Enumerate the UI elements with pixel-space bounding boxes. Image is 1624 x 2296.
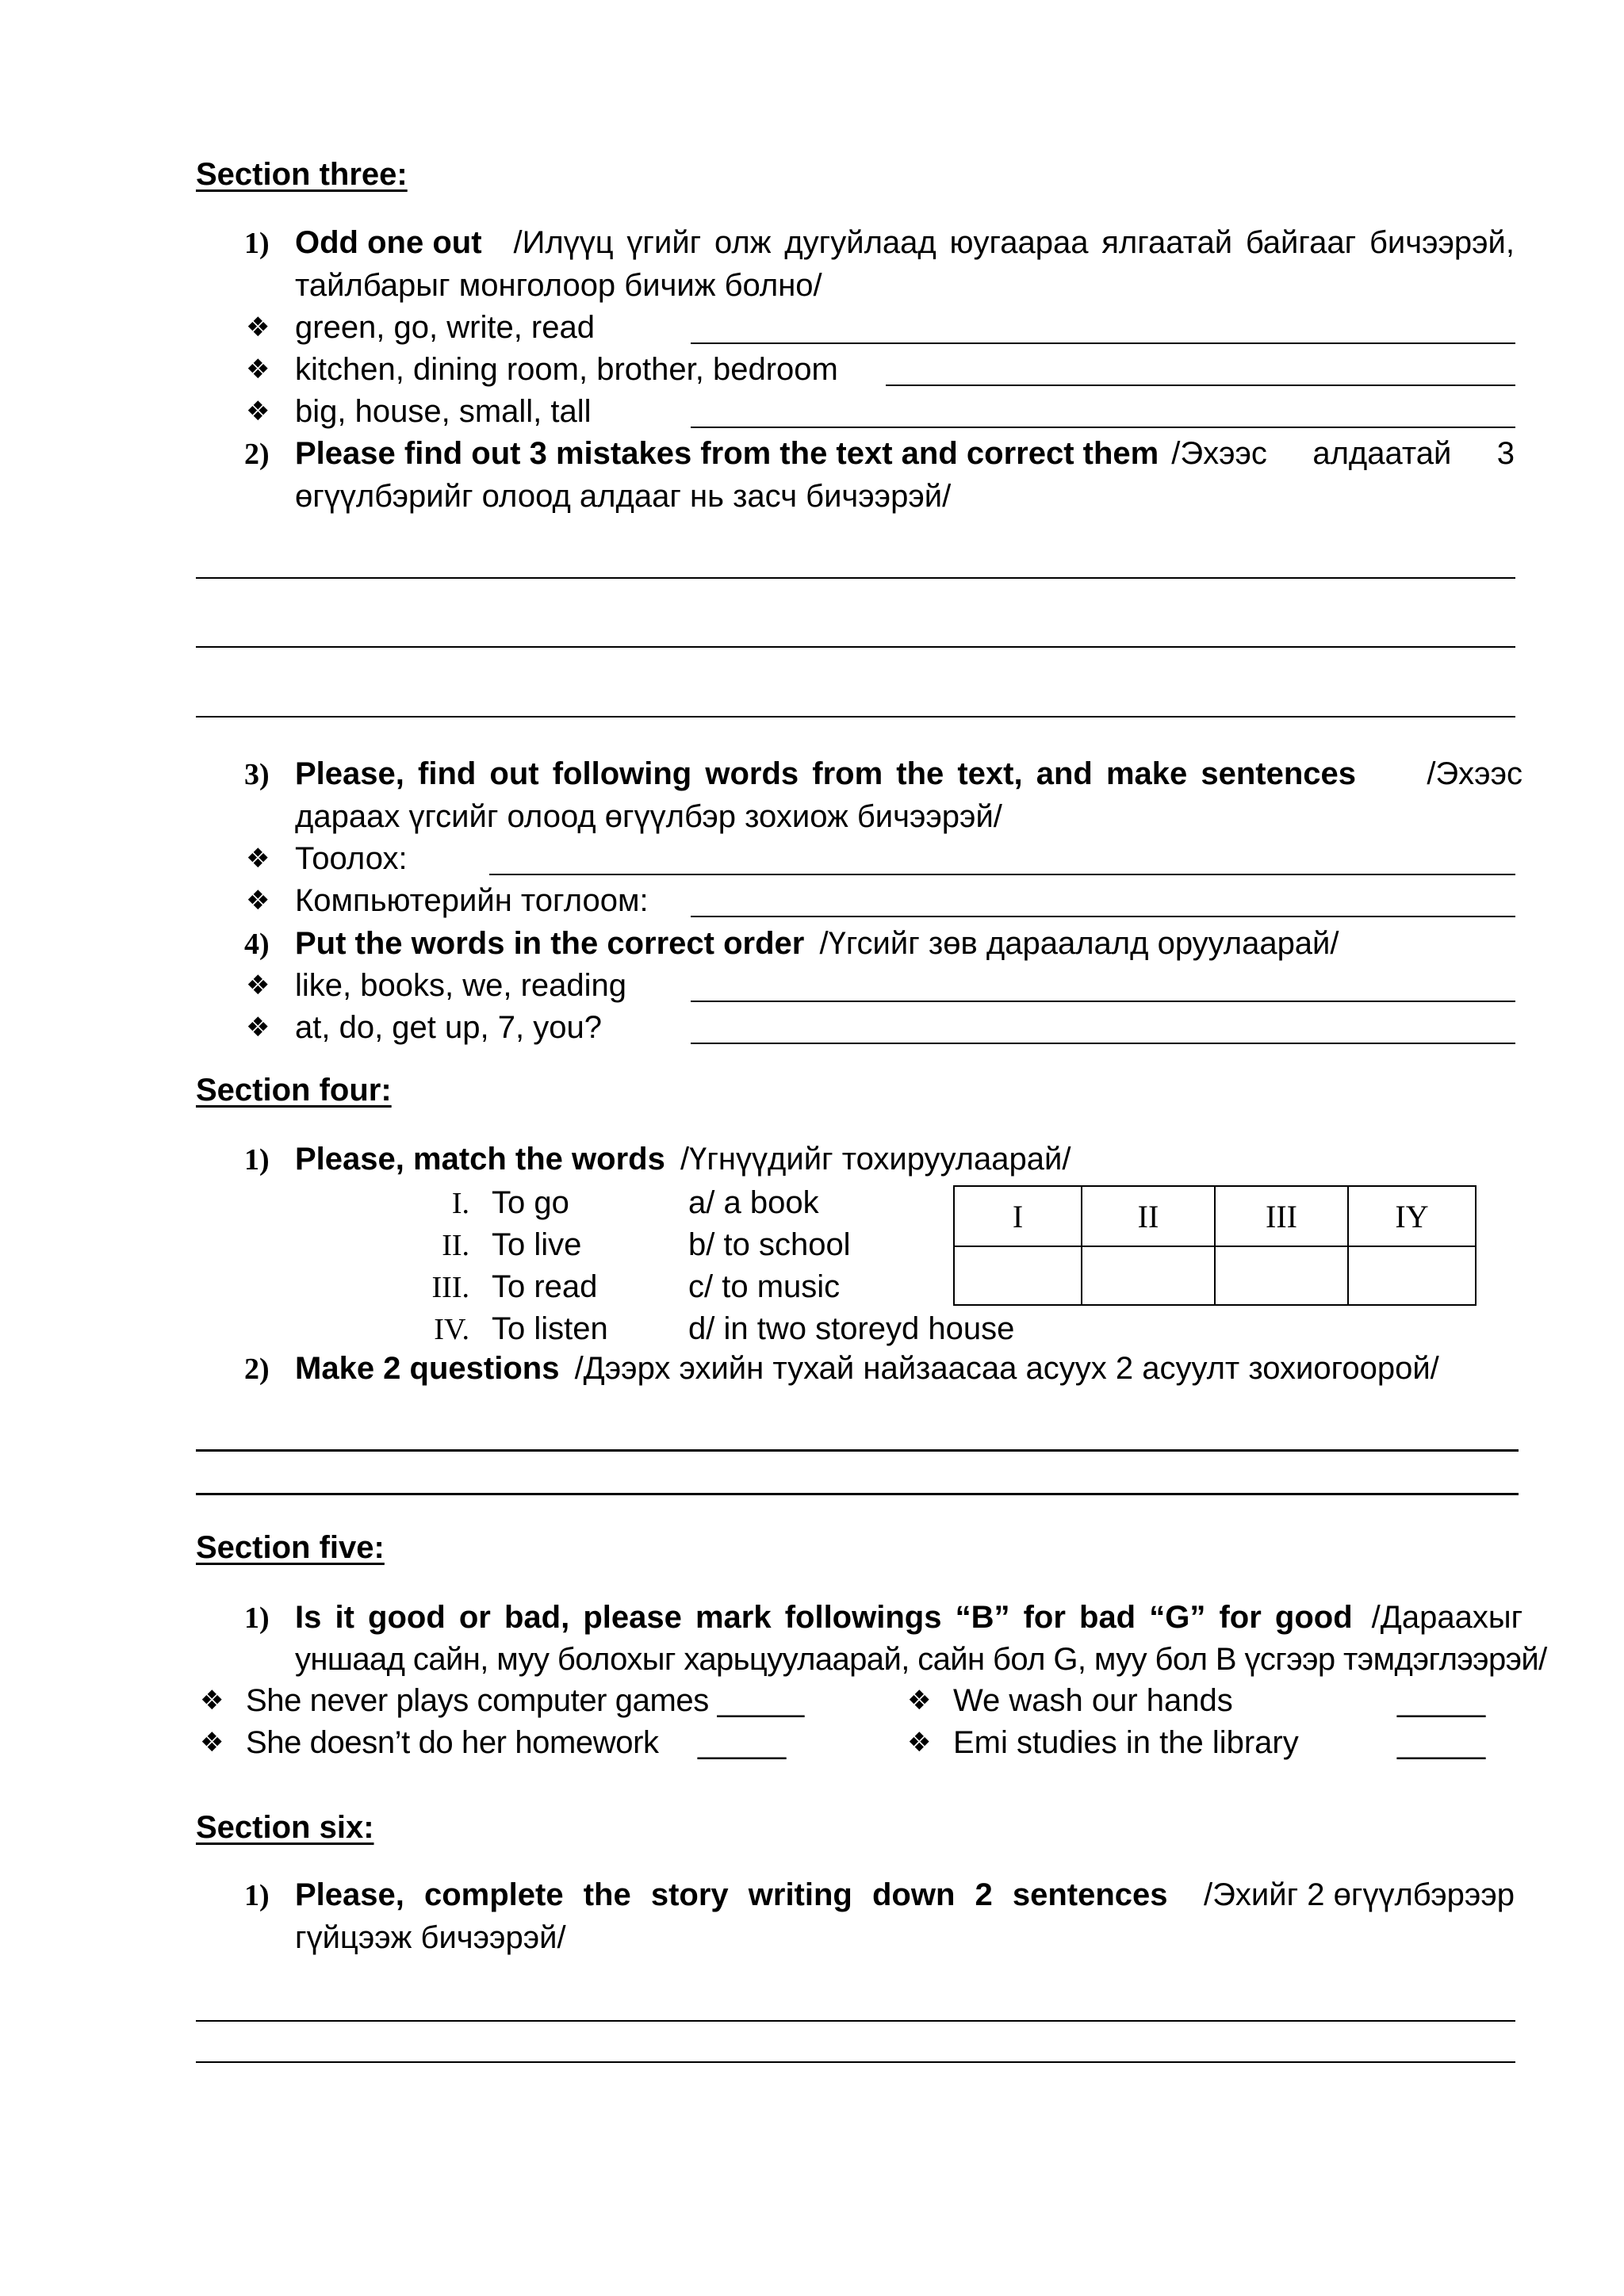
roman-numeral: II. xyxy=(442,1229,469,1262)
table-header-cell: III xyxy=(1215,1186,1348,1246)
answer-line[interactable] xyxy=(196,716,1515,718)
answer-line[interactable] xyxy=(196,577,1515,579)
question-title: Please find out 3 mistakes from the text and correct them xyxy=(295,436,1159,471)
answer-blank[interactable]: _____ xyxy=(1397,1725,1486,1760)
match-left-item: To go xyxy=(492,1185,569,1220)
section-six-heading: Section six: xyxy=(196,1810,374,1845)
question-title: Odd one out xyxy=(295,225,482,260)
question-number: 2) xyxy=(244,438,270,471)
bullet-icon: ❖ xyxy=(246,1012,270,1043)
bullet-icon: ❖ xyxy=(907,1727,932,1758)
answer-line[interactable] xyxy=(691,427,1515,428)
question-text xyxy=(295,758,1522,790)
match-right-item: b/ to school xyxy=(688,1227,851,1262)
bullet-icon: ❖ xyxy=(246,843,270,874)
answer-line[interactable] xyxy=(196,2061,1515,2063)
bullet-icon: ❖ xyxy=(246,396,270,427)
match-right-item: a/ a book xyxy=(688,1185,819,1220)
question-instruction-cont: уншаад сайн, муу болохыг харьцуулаарай, сайн бол G, муу бол B үсгээр тэмдэглээрэй/ xyxy=(295,1642,1547,1677)
question-instruction: /Үгсийг зөв дараалалд оруулаарай/ xyxy=(819,926,1339,961)
question-number: 1) xyxy=(244,1143,270,1177)
answer-line[interactable] xyxy=(196,1493,1519,1495)
question-title: Please, match the words xyxy=(295,1142,665,1177)
answer-line[interactable] xyxy=(489,874,1515,875)
match-left-item: To live xyxy=(492,1227,582,1262)
question-title: Make 2 questions xyxy=(295,1351,560,1386)
list-item: kitchen, dining room, brother, bedroom xyxy=(295,352,838,387)
match-left-item: To listen xyxy=(492,1311,608,1346)
bullet-icon: ❖ xyxy=(246,312,270,343)
match-right-item: d/ in two storeyd house xyxy=(688,1311,1015,1346)
bullet-icon: ❖ xyxy=(200,1727,224,1758)
question-text xyxy=(295,227,1515,258)
table-header-cell: IY xyxy=(1348,1186,1476,1246)
list-item: green, go, write, read xyxy=(295,310,595,345)
question-title: Put the words in the correct order xyxy=(295,926,805,961)
bullet-icon: ❖ xyxy=(907,1685,932,1716)
question-instruction: /Дараахыг xyxy=(1371,1600,1523,1635)
answer-blank[interactable]: _____ xyxy=(1397,1683,1486,1718)
roman-numeral: IV. xyxy=(434,1313,469,1346)
list-item: We wash our hands xyxy=(953,1683,1233,1718)
question-instruction: /Үгнүүдийг тохируулаарай/ xyxy=(680,1142,1071,1177)
question-instruction: /Эхээс алдаатай 3 xyxy=(1171,436,1515,471)
list-item: big, house, small, tall xyxy=(295,394,592,429)
question-text xyxy=(295,1143,1071,1175)
answer-line[interactable] xyxy=(196,1449,1519,1452)
question-instruction: /Эхийг 2 өгүүлбэрээр xyxy=(1204,1877,1515,1912)
question-instruction-cont: гүйцээж бичээрэй/ xyxy=(295,1920,566,1955)
answer-line[interactable] xyxy=(196,646,1515,648)
question-title: Please, complete the story writing down 2 sentences xyxy=(295,1877,1168,1912)
section-four-heading: Section four: xyxy=(196,1073,392,1108)
question-title: Please, find out following words from the text, and make sentences xyxy=(295,756,1357,791)
question-instruction-cont: тайлбарыг монголоор бичиж болно/ xyxy=(295,268,822,303)
roman-numeral: I. xyxy=(451,1187,469,1220)
list-item: like, books, we, reading xyxy=(295,968,627,1003)
question-number: 4) xyxy=(244,928,270,961)
question-number: 3) xyxy=(244,758,270,791)
match-left-item: To read xyxy=(492,1269,598,1304)
list-item: Тоолох: xyxy=(295,841,408,876)
question-number: 1) xyxy=(244,1879,270,1912)
answer-line[interactable] xyxy=(196,2020,1515,2022)
list-item: Emi studies in the library xyxy=(953,1725,1299,1760)
section-five-heading: Section five: xyxy=(196,1530,385,1565)
question-instruction: /Илүүц үгийг олж дугуйлаад юугаараа ялгаатай байгааг бичээрэй, xyxy=(513,225,1515,260)
match-answer-table xyxy=(953,1185,1477,1306)
match-right-item: c/ to music xyxy=(688,1269,841,1304)
table-answer-cell[interactable] xyxy=(1082,1246,1215,1305)
list-item: Компьютерийн тоглоом: xyxy=(295,883,649,918)
answer-line[interactable] xyxy=(886,385,1515,386)
list-item: She never plays computer games _____ xyxy=(246,1683,804,1718)
question-text xyxy=(295,1353,1439,1384)
question-instruction: /Дээрх эхийн тухай найзаасаа асуух 2 асуулт зохиогоорой/ xyxy=(574,1351,1439,1386)
bullet-icon: ❖ xyxy=(246,885,270,916)
question-number: 1) xyxy=(244,1601,270,1635)
answer-line[interactable] xyxy=(691,1001,1515,1002)
answer-line[interactable] xyxy=(691,916,1515,917)
question-instruction: /Эхээс xyxy=(1427,756,1522,791)
bullet-icon: ❖ xyxy=(246,354,270,385)
question-instruction-cont: дараах үгсийг олоод өгүүлбэр зохиож бичээрэй/ xyxy=(295,799,1002,834)
bullet-icon: ❖ xyxy=(246,970,270,1001)
table-answer-cell[interactable] xyxy=(1348,1246,1476,1305)
answer-blank[interactable]: _____ xyxy=(698,1725,787,1760)
question-number: 1) xyxy=(244,227,270,260)
answer-line[interactable] xyxy=(691,342,1515,344)
bullet-icon: ❖ xyxy=(200,1685,224,1716)
answer-line[interactable] xyxy=(691,1043,1515,1044)
table-answer-cell[interactable] xyxy=(954,1246,1082,1305)
table-answer-cell[interactable] xyxy=(1215,1246,1348,1305)
question-text xyxy=(295,928,1339,959)
question-text xyxy=(295,1601,1522,1633)
question-title: Is it good or bad, please mark followings “B” for bad “G” for good xyxy=(295,1600,1353,1635)
table-header-cell: II xyxy=(1082,1186,1215,1246)
table-header-cell: I xyxy=(954,1186,1082,1246)
question-number: 2) xyxy=(244,1353,270,1386)
roman-numeral: III. xyxy=(431,1271,469,1304)
question-instruction-cont: өгүүлбэрийг олоод алдааг нь засч бичээрэй/ xyxy=(295,479,952,514)
question-text xyxy=(295,1879,1515,1911)
list-item: She doesn’t do her homework xyxy=(246,1725,659,1760)
question-text xyxy=(295,438,1515,469)
list-item: at, do, get up, 7, you? xyxy=(295,1010,602,1045)
section-three-heading: Section three: xyxy=(196,157,408,192)
